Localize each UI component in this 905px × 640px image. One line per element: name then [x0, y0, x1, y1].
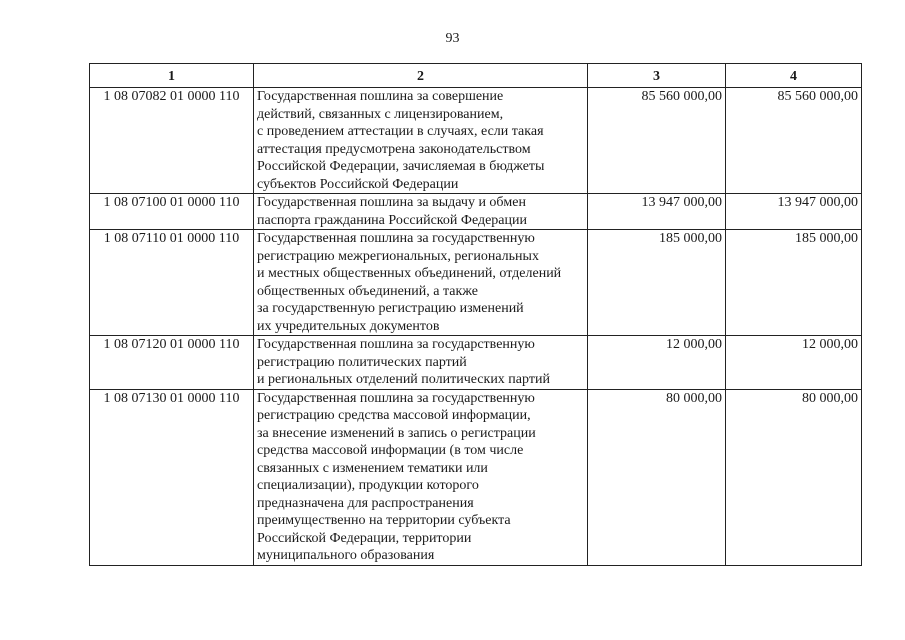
- amount-column-3: 85 560 000,00: [588, 88, 726, 194]
- description-line: за государственную регистрацию изменений: [257, 301, 524, 316]
- description-line: с проведением аттестации в случаях, если такая: [257, 124, 544, 139]
- column-header-1: 1: [90, 64, 254, 88]
- classification-code: 1 08 07100 01 0000 110: [90, 194, 254, 230]
- column-header-4: 4: [726, 64, 862, 88]
- description-line: аттестация предусмотрена законодательством: [257, 141, 531, 157]
- description-line: Государственная пошлина за государственную: [257, 337, 535, 352]
- description-line: специализации), продукции которого: [257, 478, 479, 493]
- column-header-3: 3: [588, 64, 726, 88]
- classification-code: 1 08 07082 01 0000 110: [90, 88, 254, 194]
- revenue-description: [254, 194, 588, 230]
- amount-column-3: 12 000,00: [588, 336, 726, 390]
- description-line: Государственная пошлина за государственную: [257, 231, 535, 246]
- description-line: предназначена для распространения: [257, 495, 474, 511]
- header-row: [90, 64, 862, 88]
- amount-column-4: 80 000,00: [726, 389, 862, 565]
- revenue-description: [254, 88, 588, 194]
- description-line: и региональных отделений политических партий: [257, 372, 550, 387]
- amount-column-3: 80 000,00: [588, 389, 726, 565]
- page-number: 93: [445, 31, 460, 46]
- description-line: Российской Федерации, зачисляемая в бюджеты: [257, 159, 545, 174]
- column-header-2: 2: [254, 64, 588, 88]
- description-line: средства массовой информации (в том числе: [257, 443, 524, 458]
- description-line: Государственная пошлина за совершение: [257, 89, 504, 104]
- classification-code: 1 08 07110 01 0000 110: [90, 230, 254, 336]
- description-line: регистрацию средства массовой информации,: [257, 408, 531, 423]
- table-body: [90, 88, 862, 566]
- description-line: муниципального образования: [257, 548, 435, 563]
- revenue-description: [254, 389, 588, 565]
- table-row: [90, 194, 862, 230]
- description-line: их учредительных документов: [257, 318, 440, 334]
- description-line: паспорта гражданина Российской Федерации: [257, 212, 527, 228]
- description-line: регистрацию межрегиональных, региональных: [257, 248, 539, 264]
- description-line: за внесение изменений в запись о регистрации: [257, 425, 536, 441]
- description-line: регистрацию политических партий: [257, 354, 467, 370]
- amount-column-4: 13 947 000,00: [726, 194, 862, 230]
- description-line: преимущественно на территории субъекта: [257, 513, 511, 528]
- description-line: Государственная пошлина за государственную: [257, 390, 535, 406]
- revenue-description: [254, 336, 588, 390]
- description-line: общественных объединений, а также: [257, 283, 478, 299]
- table-row: [90, 230, 862, 336]
- amount-column-4: 85 560 000,00: [726, 88, 862, 194]
- classification-code: 1 08 07120 01 0000 110: [90, 336, 254, 390]
- description-line: и местных общественных объединений, отделений: [257, 266, 562, 281]
- description-line: субъектов Российской Федерации: [257, 176, 459, 192]
- table-row: [90, 88, 862, 194]
- classification-code: 1 08 07130 01 0000 110: [90, 389, 254, 565]
- table-row: [90, 336, 862, 390]
- description-line: действий, связанных с лицензированием,: [257, 106, 504, 122]
- description-line: связанных с изменением тематики или: [257, 460, 488, 476]
- amount-column-3: 13 947 000,00: [588, 194, 726, 230]
- table-row: [90, 389, 862, 565]
- amount-column-4: 12 000,00: [726, 336, 862, 390]
- amount-column-3: 185 000,00: [588, 230, 726, 336]
- revenue-description: [254, 230, 588, 336]
- budget-table: [89, 63, 862, 566]
- description-line: Российской Федерации, территории: [257, 530, 472, 546]
- amount-column-4: 185 000,00: [726, 230, 862, 336]
- description-line: Государственная пошлина за выдачу и обмен: [257, 195, 526, 210]
